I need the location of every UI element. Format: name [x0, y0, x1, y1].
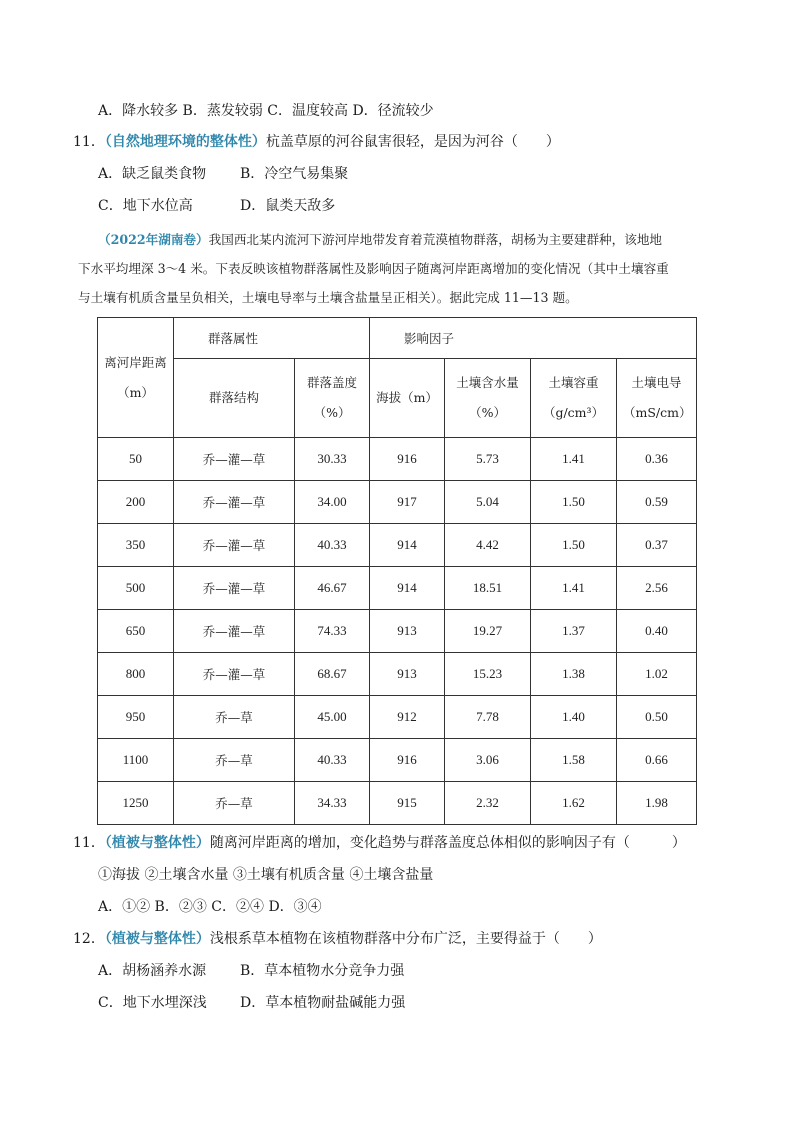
q11a-question	[73, 132, 560, 152]
table-row: 500 乔—灌—草 46.67 914 18.51 1.41 2.56	[98, 567, 697, 610]
header-influencing-factors: 影响因子	[370, 318, 697, 359]
header-coverage: 群落盖度（%）	[295, 359, 370, 438]
table-row: 1100 乔—草 40.33 916 3.06 1.58 0.66	[98, 739, 697, 782]
q11a-option-d: D．鼠类天敌多	[240, 198, 336, 214]
q11b-items: ①海拔 ②土壤含水量 ③土壤有机质含量 ④土壤含盐量	[98, 867, 434, 883]
passage-source: （2022年湖南卷）	[98, 232, 209, 247]
q11b-number: 11．	[73, 835, 105, 851]
table-row: 1250 乔—草 34.33 915 2.32 1.62 1.98	[98, 782, 697, 825]
table-row: 950 乔—草 45.00 912 7.78 1.40 0.50	[98, 696, 697, 739]
q12-number: 12．	[73, 931, 105, 947]
q11a-option-a: A．缺乏鼠类食物	[98, 166, 207, 182]
header-moisture: 土壤含水量（%）	[445, 359, 531, 438]
q11b-question	[73, 833, 686, 853]
header-community-attributes: 群落属性	[174, 318, 370, 359]
q12-option-d: D．草本植物耐盐碱能力强	[240, 995, 406, 1011]
table-row: 650 乔—灌—草 74.33 913 19.27 1.37 0.40	[98, 610, 697, 653]
q12-option-b: B．草本植物水分竞争力强	[240, 963, 405, 979]
header-altitude: 海拔（m）	[370, 359, 445, 438]
q11a-topic-tag: （自然地理环境的整体性）	[104, 134, 266, 150]
q12-option-c: C．地下水埋深浅	[98, 995, 207, 1011]
q12-question	[73, 929, 602, 949]
q11a-option-c: C．地下水位高	[98, 198, 193, 214]
header-distance: 离河岸距离（m）	[98, 318, 174, 438]
table-row: 800 乔—灌—草 68.67 913 15.23 1.38 1.02	[98, 653, 697, 696]
passage-line-3: 与土壤有机质含量呈负相关，土壤电导率与土壤含盐量呈正相关）。据此完成 11—13 题。	[78, 290, 578, 305]
q11a-number: 11．	[73, 134, 105, 150]
q12-option-a: A．胡杨涵养水源	[98, 963, 207, 979]
data-table	[97, 317, 697, 825]
q11b-topic-tag: （植被与整体性）	[104, 835, 210, 851]
header-density: 土壤容重（g/cm³）	[531, 359, 617, 438]
table-row: 200 乔—灌—草 34.00 917 5.04 1.50 0.59	[98, 481, 697, 524]
q12-stem: 浅根系草本植物在该植物群落中分布广泛，主要得益于（ ）	[209, 931, 602, 947]
table-row: 50 乔—灌—草 30.33 916 5.73 1.41 0.36	[98, 438, 697, 481]
q12-topic-tag: （植被与整体性）	[104, 931, 210, 947]
q11a-option-b: B．冷空气易集聚	[240, 166, 349, 182]
q10-options: A．降水较多 B．蒸发较弱 C．温度较高 D．径流较少	[98, 103, 434, 119]
q11b-stem: 随离河岸距离的增加，变化趋势与群落盖度总体相似的影响因子有（ ）	[209, 835, 686, 851]
header-structure: 群落结构	[174, 359, 295, 438]
passage-line-2: 下水平均埋深 3～4 米。下表反映该植物群落属性及影响因子随离河岸距离增加的变化情况（其中土壤容重	[78, 261, 669, 276]
q11a-stem: 杭盖草原的河谷鼠害很轻，是因为河谷（ ）	[265, 134, 560, 150]
passage	[78, 225, 708, 312]
passage-line-1: （2022年湖南卷）我国西北某内流河下游河岸地带发育着荒漠植物群落，胡杨为主要建群种，该地地	[98, 232, 662, 247]
q11b-options: A．①② B．②③ C．②④ D．③④	[98, 899, 322, 915]
table-row: 350 乔—灌—草 40.33 914 4.42 1.50 0.37	[98, 524, 697, 567]
header-conductivity: 土壤电导（mS/cm）	[617, 359, 697, 438]
